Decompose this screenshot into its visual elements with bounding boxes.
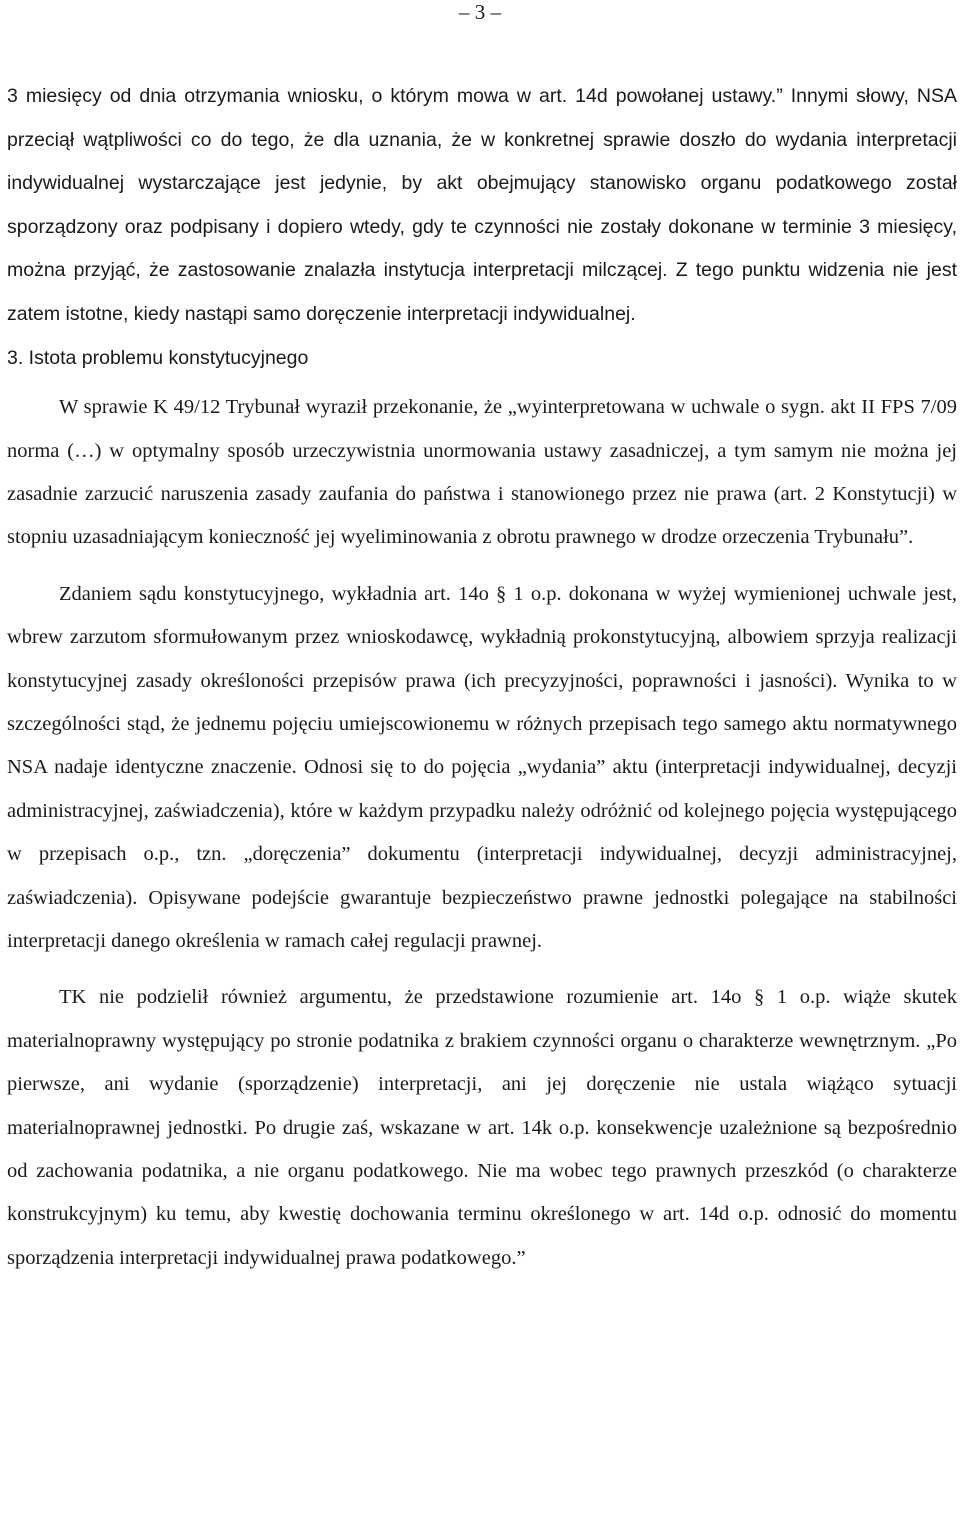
paragraph-intro: 3 miesięcy od dnia otrzymania wniosku, o którym mowa w art. 14d powołanej ustawy.” Innymi słowy, NSA przeciął wątpliwości co do tego, że dla uznania, że w konkretnej sprawie doszło do wydania interpretacji indywidualnej wystarczające jest jedynie, by akt obejmujący stanowisko organu podatkowego został sporządzony oraz podpisany i dopiero wtedy, gdy te czynności nie zostały dokonane w terminie 3 miesięcy, można przyjąć, że zastosowanie znalazła instytucja interpretacji milczącej. Z tego punktu widzenia nie jest zatem istotne, kiedy nastąpi samo doręczenie interpretacji indywidualnej. (7, 85, 957, 325)
paragraph-zdaniem: Zdaniem sądu konstytucyjnego, wykładnia art. 14o § 1 o.p. dokonana w wyżej wymienionej uchwale jest, wbrew zarzutom sformułowanym przez wnioskodawcę, wykładnią prokonstytucyjną, albowiem sprzyja realizacji konstytucyjnej zasady określoności przepisów prawa (ich precyzyjności, poprawności i jasności). Wynika to w szczególności stąd, że jednemu pojęciu umiejscowionemu w różnych przepisach tego samego aktu normatywnego NSA nadaje identyczne znaczenie. Odnosi się to do pojęcia „wydania” aktu (interpretacji indywidualnej, decyzji administracyjnej, zaświadczenia), które w każdym przypadku należy odróżnić od kolejnego pojęcia występującego w przepisach o.p., tzn. „doręczenia” dokumentu (interpretacji indywidualnej, decyzji administracyjnej, zaświadczenia). Opisywane podejście gwarantuje bezpieczeństwo prawne jednostki polegające na stabilności interpretacji danego określenia w ramach całej regulacji prawnej. (7, 582, 957, 953)
paragraph-k-49-12: W sprawie K 49/12 Trybunał wyraził przekonanie, że „wyinterpretowana w uchwale o sygn. akt II FPS 7/09 norma (…) w optymalny sposób urzeczywistnia unormowania ustawy zasadniczej, a tym samym nie można jej zasadnie zarzucić naruszenia zasady zaufania do państwa i stanowionego przez nie prawa (art. 2 Konstytucji) w stopniu uzasadniającym konieczność jej wyeliminowania z obrotu prawnego w drodze orzeczenia Trybunału”. (7, 396, 957, 549)
page-number: – 3 – (459, 0, 501, 24)
paragraph-tk: TK nie podzielił również argumentu, że przedstawione rozumienie art. 14o § 1 o.p. wiąże skutek materialnoprawny występujący po stronie podatnika z brakiem czynności organu o charakterze wewnętrznym. „Po pierwsze, ani wydanie (sporządzenie) interpretacji, ani jej doręczenie nie ustala wiążąco sytuacji materialnoprawnej jednostki. Po drugie zaś, wskazane w art. 14k o.p. konsekwencje uzależnione są bezpośrednio od zachowania podatnika, a nie organu podatkowego. Nie ma wobec tego prawnych przeszkód (o charakterze konstrukcyjnym) ku temu, aby kwestię dochowania terminu określonego w art. 14d o.p. odnosić do momentu sporządzenia interpretacji indywidualnej prawa podatkowego.” (7, 986, 957, 1269)
section-heading: 3. Istota problemu konstytucyjnego (7, 346, 309, 369)
document-body (7, 75, 957, 1280)
